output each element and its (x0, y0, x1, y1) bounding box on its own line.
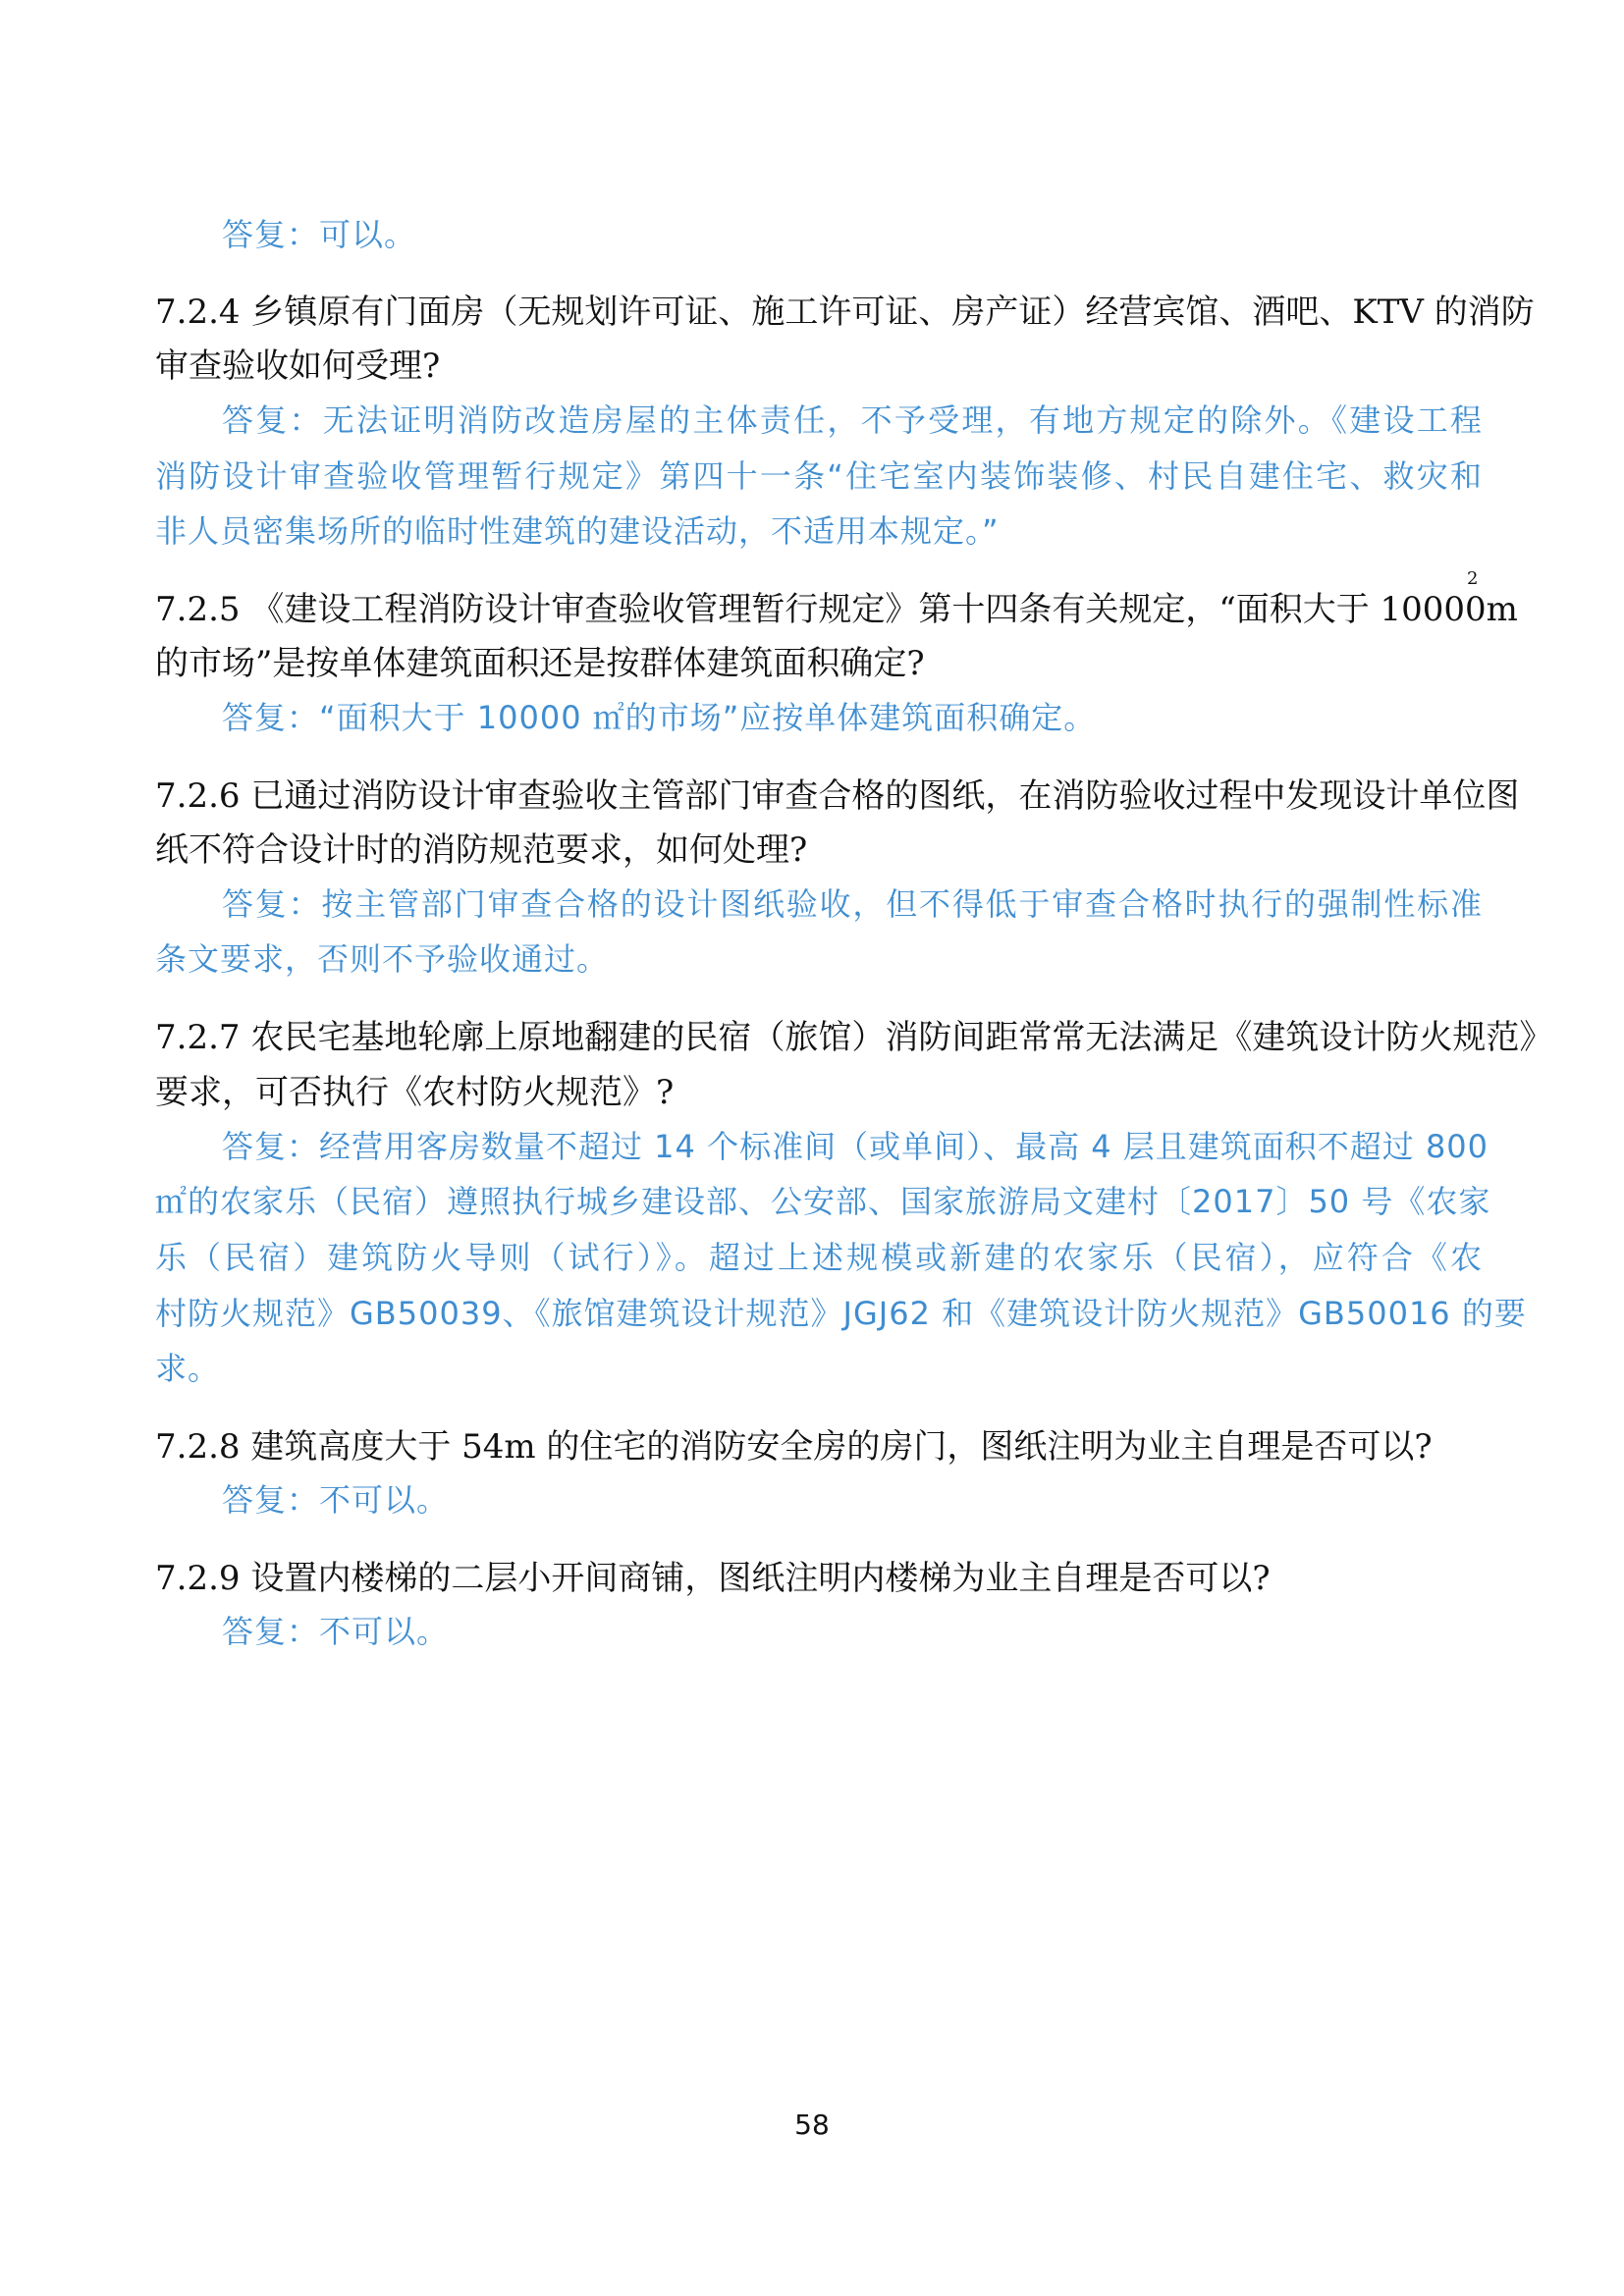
question-line: 的市场”是按单体建筑面积还是按群体建筑面积确定? (155, 644, 925, 683)
page-number: 58 (794, 2109, 830, 2141)
answer-line: 村防火规范》GB50039、《旅馆建筑设计规范》JGJ62 和《建筑设计防火规范》GB50016 的要 (155, 1295, 1527, 1332)
answer-line: 答复：无法证明消防改造房屋的主体责任，不予受理，有地方规定的除外。《建设工程 (222, 401, 1483, 439)
answer-line: 答复：“面积大于 10000 ㎡的市场”应按单体建筑面积确定。 (222, 699, 1097, 736)
answer-line: 答复：经营用客房数量不超过 14 个标准间（或单间）、最高 4 层且建筑面积不超过 800 (222, 1128, 1489, 1165)
question-line: 7.2.8 建筑高度大于 54m 的住宅的消防安全房的房门，图纸注明为业主自理是否可以? (155, 1427, 1433, 1467)
answer-line: 求。 (155, 1350, 221, 1387)
answer-line: 答复：不可以。 (222, 1481, 450, 1519)
answer-line: 答复：可以。 (222, 216, 417, 253)
answer-line: 答复：不可以。 (222, 1613, 450, 1650)
question-line: 7.2.7 农民宅基地轮廓上原地翻建的民宿（旅馆）消防间距常常无法满足《建筑设计防火规范》 (155, 1018, 1553, 1057)
document-page: 答复：可以。 7.2.4 乡镇原有门面房（无规划许可证、施工许可证、房产证）经营宾馆、酒吧、KTV 的消防 审查验收如何受理? 答复：无法证明消防改造房屋的主体责任，不予受理，有地方规定的除外。《建设工程 消防设计审查验收管理暂行规定》第四十一条“住宅室内装饰装修、村民自建住宅、救灾和 非人员密集场所的临时性建筑的建设活动，不适用本规定。” 7.2.5 《建设工程消防设计审查验收管理暂行规定》第十四条有关规定，“面积大于 10000m 2 的市场”是按单体建筑面积还是按群体建筑面积确定? 答复：“面积大于 10000 ㎡的市场”应按单体建筑面积确定。 7.2.6 已通过消防设计审查验收主管部门审查合格的图纸，在消防验收过程中发现设计单位图 纸不符合设计时的消防规范要求，如何处理? 答复：按主管部门审查合格的设计图纸验收，但不得低于审查合格时执行的强制性标准 条文要求，否则不予验收通过。 7.2.7 农民宅基地轮廓上原地翻建的民宿（旅馆）消防间距常常无法满足《建筑设计防火规范》 要求，可否执行《农村防火规范》? 答复：经营用客房数量不超过 14 个标准间（或单间）、最高 4 层且建筑面积不超过 800 ㎡的农家乐（民宿）遵照执行城乡建设部、公安部、国家旅游局文建村〔2017〕50 号《农家 乐（民宿）建筑防火导则（试行）》。超过上述规模或新建的农家乐（民宿），应符合《农 村防火规范》GB50039、《旅馆建筑设计规范》JGJ62 和《建筑设计防火规范》GB50016 的要 求。 7.2.8 建筑高度大于 54m 的住宅的消防安全房的房门，图纸注明为业主自理是否可以? 答复：不可以。 7.2.9 设置内楼梯的二层小开间商铺，图纸注明内楼梯为业主自理是否可以? 答复：不可以。 58 (0, 0, 1624, 2296)
question-line: 7.2.4 乡镇原有门面房（无规划许可证、施工许可证、房产证）经营宾馆、酒吧、KTV 的消防 (155, 293, 1535, 332)
question-line: 审查验收如何受理? (155, 347, 441, 386)
answer-line: ㎡的农家乐（民宿）遵照执行城乡建设部、公安部、国家旅游局文建村〔2017〕50 号《农家 (155, 1183, 1491, 1220)
question-line: 7.2.6 已通过消防设计审查验收主管部门审查合格的图纸，在消防验收过程中发现设计单位图 (155, 776, 1520, 816)
question-line (155, 582, 1518, 630)
answer-line: 乐（民宿）建筑防火导则（试行）》。超过上述规模或新建的农家乐（民宿），应符合《农 (155, 1239, 1483, 1276)
answer-line: 非人员密集场所的临时性建筑的建设活动，不适用本规定。” (155, 512, 1000, 550)
answer-line: 答复：按主管部门审查合格的设计图纸验收，但不得低于审查合格时执行的强制性标准 (222, 885, 1483, 923)
answer-line: 消防设计审查验收管理暂行规定》第四十一条“住宅室内装饰装修、村民自建住宅、救灾和 (155, 457, 1483, 495)
question-line: 纸不符合设计时的消防规范要求，如何处理? (155, 830, 808, 870)
question-text: 7.2.5 《建设工程消防设计审查验收管理暂行规定》第十四条有关规定，“面积大于 10000m (155, 590, 1518, 629)
question-line: 要求，可否执行《农村防火规范》? (155, 1073, 675, 1112)
answer-line: 条文要求，否则不予验收通过。 (155, 940, 610, 978)
question-line: 7.2.9 设置内楼梯的二层小开间商铺，图纸注明内楼梯为业主自理是否可以? (155, 1559, 1271, 1598)
